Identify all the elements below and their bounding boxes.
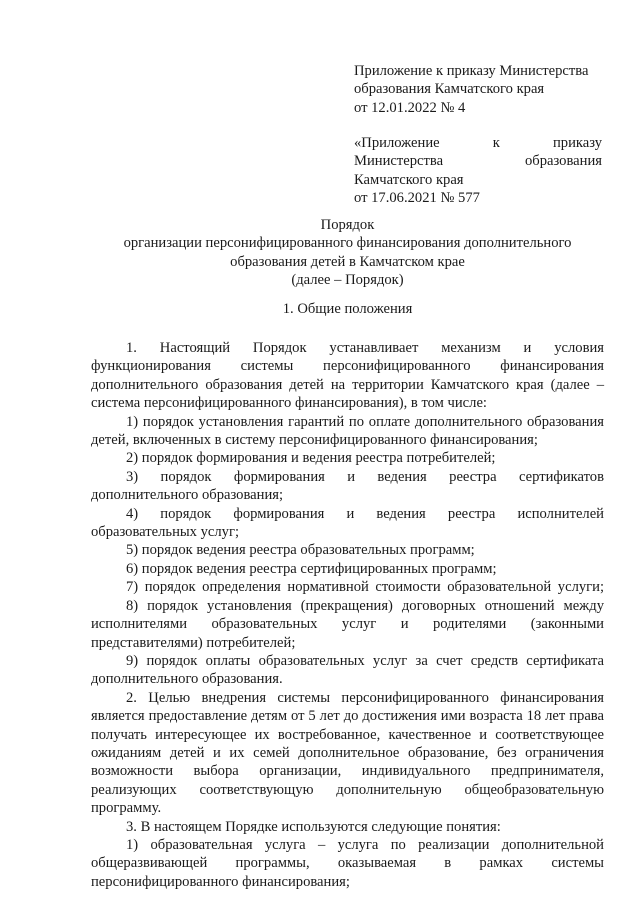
text-line: 9) порядок оплаты образовательных услуг за счет средств сертификата [126,652,604,669]
text-line: 2) порядок формирования и ведения реестра потребителей; [126,450,496,467]
title-line: организации персонифицированного финансирования дополнительного [123,235,572,252]
title-line: Порядок [320,217,375,233]
text-line: 8) порядок установления (прекращения) договорных отношений между [126,597,604,614]
appendix-line: Приложение к приказу Министерства [354,63,589,79]
appendix-line: от 17.06.2021 № 577 [354,190,480,207]
text-line: дополнительного образования детей на территории Камчатского края (далее – [91,376,604,393]
appendix-line: Камчатского края [354,171,464,188]
text-line: дополнительного образования; [91,487,284,504]
text-line: образовательных услуг; [91,524,240,541]
text-line: детей, включенных в систему персонифицированного финансирования; [91,432,538,449]
document-body [91,339,604,891]
text-line: дополнительного образования. [91,671,283,688]
text-line: получать интересующее их востребованное, качественное и соответствующее [91,726,604,743]
document-title [91,216,604,290]
title-line: образования детей в Камчатском крае [230,253,465,270]
text-line: 1) образовательная услуга – услуга по реализации дополнительной [126,836,604,853]
appendix-header [354,62,602,117]
title-line: (далее – Порядок) [291,272,404,289]
text-line: 3. В настоящем Порядке используются следующие понятия: [126,818,501,835]
text-line: система персонифицированного финансирования), в том числе: [91,395,487,412]
text-line: функционирования системы персонифицированного финансирования [91,358,604,375]
text-line: 4) порядок формирования и ведения реестра исполнителей [126,505,604,522]
text-line: персонифицированного финансирования; [91,873,350,890]
text-line: 2. Целью внедрения системы персонифицированного финансирования [126,689,604,706]
appendix-line: «Приложение к приказу [354,135,602,151]
appendix-line: от 12.01.2022 № 4 [354,99,466,116]
section-heading [91,300,604,318]
previous-appendix-header [354,134,602,208]
appendix-line: образования Камчатского края [354,81,545,98]
text-line: 1. Настоящий Порядок устанавливает механизм и условия [126,340,604,356]
text-line: программу. [91,800,162,817]
text-line: 5) порядок ведения реестра образовательных программ; [126,542,475,559]
text-line: представителями) потребителей; [91,634,296,651]
text-line: реализующих соответствующую дополнительную общеобразовательную [91,781,604,798]
text-line: 6) порядок ведения реестра сертифицированных программ; [126,560,497,577]
text-line: 3) порядок формирования и ведения реестра сертификатов [126,468,604,485]
text-line: возможности выбора организации, индивидуального предпринимателя, [91,763,604,780]
text-line: 1) порядок установления гарантий по оплате дополнительного образования [126,413,604,430]
text-line: ожиданиям детей и их семей дополнительное образование, без ограничения [91,744,604,761]
appendix-line: Министерства образования [354,153,602,170]
text-line: является предоставление детям от 5 лет до достижения ими возраста 18 лет права [91,708,604,725]
text-line: исполнителями образовательных услуг и родителями (законными [91,616,604,633]
text-line: общеразвивающей программы, оказываемая в рамках системы [91,855,604,872]
section-title: 1. Общие положения [282,301,413,317]
text-line: 7) порядок определения нормативной стоимости образовательной услуги; [126,579,604,596]
